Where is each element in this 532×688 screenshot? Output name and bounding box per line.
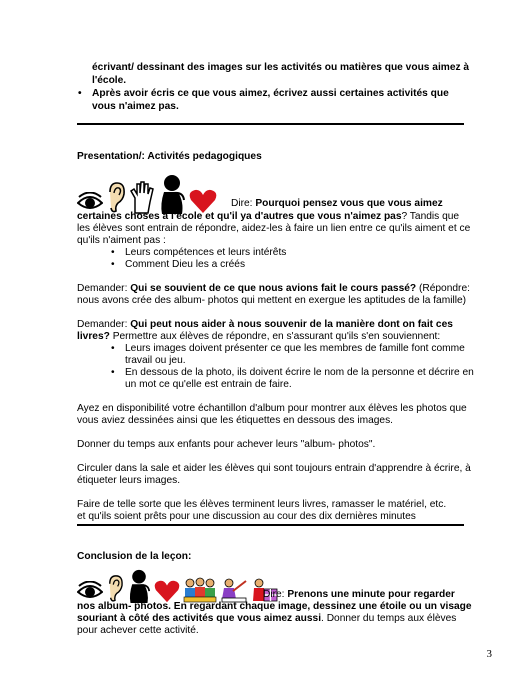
conclusion-bold-1: Prenons une minute pour regarder [287, 589, 455, 600]
bullet-marker: • [111, 259, 115, 270]
conclusion-line-2: nos album- photos. En regardant chaque image, dessinez une étoile ou un visage [77, 601, 472, 612]
paragraph-line: Donner du temps aux enfants pour achever leurs "album- photos". [77, 439, 376, 450]
say-rest: ? Tandis que [401, 211, 460, 222]
question-1-line-2: nous avons crée des album- photos qui mettent en exergue les aptitudes de la famille) [77, 295, 467, 306]
top-line-2: l'école. [92, 75, 127, 86]
list-item-line: Leurs images doivent présenter ce que les membres de famille font comme [125, 343, 465, 354]
conclusion-icons [77, 567, 279, 603]
conclusion-line-3 [77, 613, 456, 626]
top-bullet-line-2: vous n'aimez pas. [92, 101, 179, 112]
question-2-line-2 [77, 331, 440, 344]
question-2-bold-2: livres? [77, 331, 110, 342]
say-question-part2: certaines choses à l'école et qu'il ya d'autres que vous n'aimez pas [77, 211, 402, 222]
list-item-line: travail ou jeu. [125, 355, 186, 366]
say-question-part1: Pourquoi pensez vous que vous aimez [255, 198, 443, 209]
presentation-icons [77, 170, 217, 214]
eye-icon [77, 581, 103, 603]
presentation-heading: Presentation/: Activités pedagogiques [77, 151, 262, 162]
presentation-say-line [231, 198, 443, 211]
bullet-marker: • [111, 247, 115, 258]
conclusion-say-line [263, 589, 455, 602]
paragraph-line: Circuler dans la sale et aider les élèves qui sont toujours entrain d'apprendre à écrire, à [77, 463, 471, 474]
hand-icon [129, 180, 155, 214]
say-label: Dire: [263, 589, 288, 600]
list-item: Leurs compétences et leurs intérêts [125, 247, 287, 258]
bullet-marker: • [111, 367, 115, 378]
ask-label: Demander: [77, 283, 131, 294]
ear-icon [106, 575, 124, 603]
heart-icon [154, 579, 180, 603]
bullet-marker: • [111, 343, 115, 354]
mouth-figure-icon [158, 174, 186, 214]
writing-activity-icon [220, 577, 248, 603]
divider-line [77, 524, 464, 526]
ear-icon [106, 182, 126, 214]
divider-line [77, 123, 464, 125]
say-label: Dire: [231, 198, 256, 209]
top-bullet-line-1: Après avoir écris ce que vous aimez, écrivez aussi certaines activités que [92, 88, 449, 99]
list-item-line: un mot ce qu'elle est entrain de faire. [125, 379, 292, 390]
ask-label: Demander: [77, 319, 131, 330]
page-number: 3 [486, 648, 492, 660]
conclusion-line-4: pour achever cette activité. [77, 625, 199, 636]
question-2-line-1 [77, 319, 453, 332]
presentation-say-line-2 [77, 211, 459, 224]
paragraph-line: Ayez en disponibilité votre échantillon d'album pour montrer aux élèves les photos que [77, 403, 467, 414]
question-1-rest: (Répondre: [416, 283, 470, 294]
question-2-rest: Permettre aux élèves de répondre, en s'assurant qu'ils s'en souviennent: [109, 331, 441, 342]
conclusion-rest: . Donner du temps aux élèves [321, 613, 457, 624]
paragraph-line: étiqueter leurs images. [77, 475, 181, 486]
bullet-marker: • [78, 88, 82, 99]
paragraph-line: vous aviez dessinées ainsi que les étiquettes en dessous des images. [77, 415, 394, 426]
question-2-bold: Qui peut nous aider à nous souvenir de la manière dont on fait ces [130, 319, 453, 330]
list-item: Comment Dieu les a créés [125, 259, 246, 270]
presentation-line-3: les élèves sont entrain de répondre, aidez-les à faire un lien entre ce qu'ils aiment et ce [77, 223, 471, 234]
conclusion-bold-3: souriant à côté des activités que vous aimez aussi [77, 613, 322, 624]
question-1-bold: Qui se souvient de ce que nous avions fait le cours passé? [130, 283, 417, 294]
presentation-line-4: qu'ils n'aiment pas : [77, 235, 166, 246]
top-line-1: écrivant/ dessinant des images sur les activités ou matières que vous aimez à [92, 62, 470, 73]
group-activity-icon [183, 577, 217, 603]
paragraph-line: et qu'ils soient prêts pour une discussion au cour des dix dernières minutes [77, 511, 416, 522]
question-1-line-1 [77, 283, 470, 296]
conclusion-heading: Conclusion de la leçon: [77, 551, 192, 562]
list-item-line: En dessous de la photo, ils doivent écrire le nom de la personne et décrire en [125, 367, 474, 378]
mouth-figure-icon [127, 569, 151, 603]
paragraph-line: Faire de telle sorte que les élèves terminent leurs livres, ramasser le matériel, etc. [77, 499, 447, 510]
